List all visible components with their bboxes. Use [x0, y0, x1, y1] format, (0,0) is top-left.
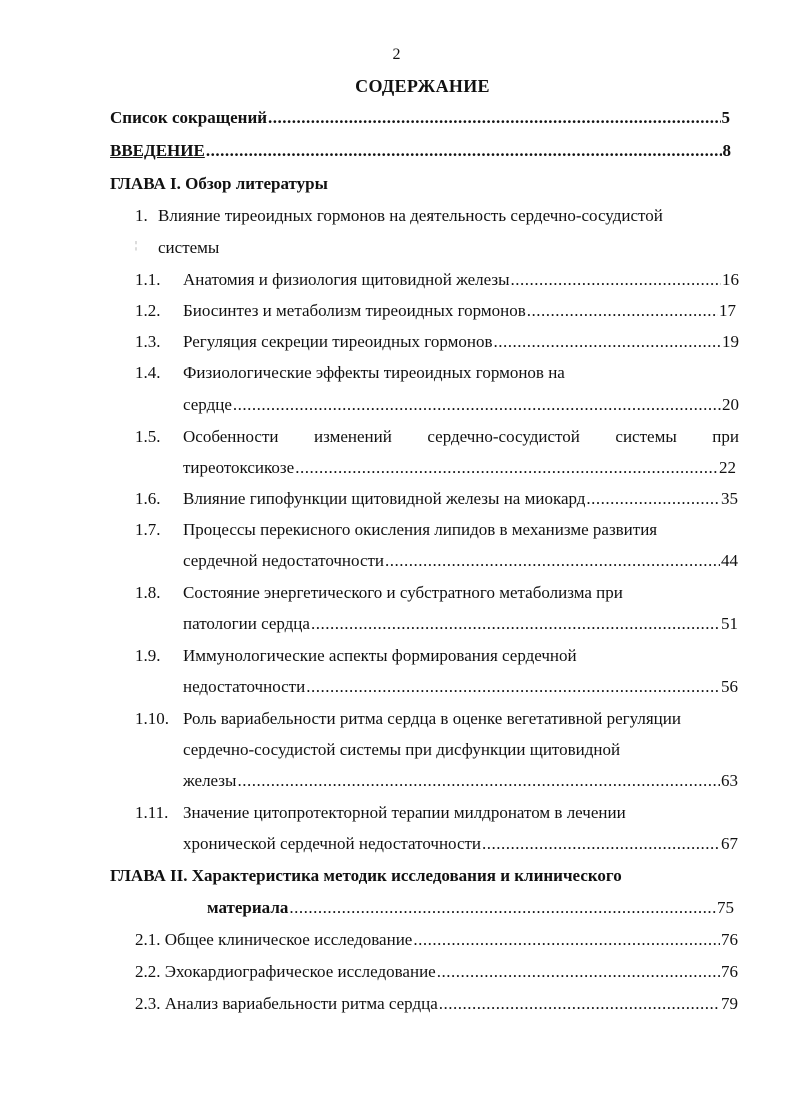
toc-section-number: 1.11.: [135, 803, 169, 822]
toc-section-number: 1.2.: [135, 301, 161, 320]
toc-entry-text: ВВЕДЕНИЕ: [110, 141, 205, 160]
toc-page-number: 76: [721, 930, 738, 949]
toc-entry-1-11[interactable]: [183, 834, 738, 854]
toc-page-number: 20: [722, 395, 739, 414]
toc-entry-introduction[interactable]: [110, 141, 731, 161]
toc-entry-1-4-line1[interactable]: Физиологические эффекты тиреоидных гормонов на: [183, 363, 565, 382]
toc-chapter-2[interactable]: [207, 898, 734, 918]
toc-section-number: 1.1.: [135, 270, 161, 289]
page-title: СОДЕРЖАНИЕ: [355, 76, 490, 96]
scan-mark: ¦: [135, 240, 138, 251]
toc-page-number: 51: [721, 614, 738, 633]
page-number: 2: [392, 46, 401, 63]
toc-word: изменений: [314, 427, 392, 446]
toc-page-number: 8: [722, 141, 731, 160]
toc-section-number: 1.4.: [135, 363, 161, 382]
toc-entry-1-10-line1[interactable]: Роль вариабельности ритма сердца в оценке вегетативной регуляции: [183, 709, 681, 728]
toc-entry-1-2[interactable]: [183, 301, 736, 321]
toc-entry-2-2[interactable]: [135, 962, 738, 982]
toc-entry-text: Биосинтез и метаболизм тиреоидных гормонов: [183, 301, 526, 320]
toc-leader: [482, 834, 720, 854]
toc-word: сердечно-сосудистой: [427, 427, 580, 446]
toc-word: системы: [615, 427, 677, 446]
toc-leader: [233, 395, 721, 415]
toc-entry-1-3[interactable]: [183, 332, 739, 352]
toc-entry-2-1[interactable]: [135, 930, 738, 950]
toc-leader: [295, 458, 718, 478]
toc-leader: [437, 962, 720, 982]
toc-section-1-line1[interactable]: Влияние тиреоидных гормонов на деятельность сердечно-сосудистой: [158, 206, 663, 225]
toc-leader: [268, 108, 720, 128]
toc-entry-text: недостаточности: [183, 677, 306, 696]
toc-section-number: 1.3.: [135, 332, 161, 351]
toc-entry-1-4[interactable]: [183, 395, 739, 415]
toc-entry-text: Влияние гипофункции щитовидной железы на миокард: [183, 489, 586, 508]
toc-page-number: 67: [721, 834, 738, 853]
toc-page-number: 44: [721, 551, 738, 570]
toc-leader: [413, 930, 720, 950]
toc-entry-text: железы: [183, 771, 237, 790]
toc-entry-1-1[interactable]: [183, 270, 739, 290]
toc-page-number: 22: [719, 458, 736, 477]
toc-entry-1-11-line1[interactable]: Значение цитопротекторной терапии милдронатом в лечении: [183, 803, 626, 822]
toc-leader: [439, 994, 720, 1014]
toc-leader: [237, 771, 720, 791]
toc-entry-text: сердечной недостаточности: [183, 551, 385, 570]
toc-leader: [385, 551, 720, 571]
toc-page-number: 79: [721, 994, 738, 1013]
toc-section-number: 1.8.: [135, 583, 161, 602]
toc-page-number: 75: [717, 898, 734, 917]
toc-entry-text: Список сокращений: [110, 108, 268, 127]
toc-entry-text: 2.2. Эхокардиографическое исследование: [135, 962, 436, 981]
toc-entry-text: 2.1. Общее клиническое исследование: [135, 930, 413, 949]
toc-leader: [206, 141, 722, 161]
toc-leader: [511, 270, 721, 290]
toc-entry-1-7-line1[interactable]: Процессы перекисного окисления липидов в механизме развития: [183, 520, 658, 539]
toc-page-number: 35: [721, 489, 738, 508]
toc-section-number: 1.5.: [135, 427, 161, 446]
toc-entry-2-3[interactable]: [135, 994, 738, 1014]
toc-entry-1-7[interactable]: [183, 551, 738, 571]
toc-entry-text: хронической сердечной недостаточности: [183, 834, 482, 853]
toc-entry-text: материала: [207, 898, 289, 917]
toc-leader: [527, 301, 718, 321]
toc-entry-1-10-line2[interactable]: сердечно-сосудистой системы при дисфункции щитовидной: [183, 740, 621, 759]
toc-leader: [311, 614, 720, 634]
toc-page-number: 63: [721, 771, 738, 790]
toc-leader: [306, 677, 720, 697]
toc-entry-text: тиреотоксикозе: [183, 458, 295, 477]
toc-section-number: 1.9.: [135, 646, 161, 665]
toc-chapter-2-line1[interactable]: ГЛАВА II. Характеристика методик исследования и клинического: [110, 866, 622, 885]
toc-page-number: 19: [722, 332, 739, 351]
toc-page-number: 16: [722, 270, 739, 289]
toc-entry-1-8[interactable]: [183, 614, 738, 634]
toc-page-number: 17: [719, 301, 736, 320]
toc-page-number: 5: [721, 108, 730, 127]
toc-section-1-line2[interactable]: системы: [158, 238, 220, 257]
toc-entry-text: патологии сердца: [183, 614, 310, 633]
toc-chapter-1[interactable]: ГЛАВА I. Обзор литературы: [110, 174, 328, 193]
toc-entry-1-8-line1[interactable]: Состояние энергетического и субстратного метаболизма при: [183, 583, 623, 602]
toc-entry-1-5-line1[interactable]: [183, 427, 739, 447]
toc-section-number: 1.6.: [135, 489, 161, 508]
toc-entry-1-9-line1[interactable]: Иммунологические аспекты формирования сердечной: [183, 646, 577, 665]
toc-section-number: 1.: [135, 206, 148, 225]
toc-entry-text: Анатомия и физиология щитовидной железы: [183, 270, 510, 289]
toc-entry-1-6[interactable]: [183, 489, 738, 509]
toc-entry-1-10[interactable]: [183, 771, 738, 791]
toc-leader: [289, 898, 716, 918]
toc-entry-abbreviations[interactable]: [110, 108, 730, 128]
toc-leader: [493, 332, 721, 352]
toc-entry-text: сердце: [183, 395, 232, 414]
toc-entry-text: 2.3. Анализ вариабельности ритма сердца: [135, 994, 438, 1013]
toc-word: при: [712, 427, 739, 446]
toc-entry-text: Регуляция секреции тиреоидных гормонов: [183, 332, 493, 351]
toc-section-number: 1.10.: [135, 709, 169, 728]
toc-word: Особенности: [183, 427, 279, 446]
toc-section-number: 1.7.: [135, 520, 161, 539]
toc-entry-1-5[interactable]: [183, 458, 736, 478]
toc-page-number: 56: [721, 677, 738, 696]
toc-page-number: 76: [721, 962, 738, 981]
toc-leader: [586, 489, 720, 509]
toc-entry-1-9[interactable]: [183, 677, 738, 697]
